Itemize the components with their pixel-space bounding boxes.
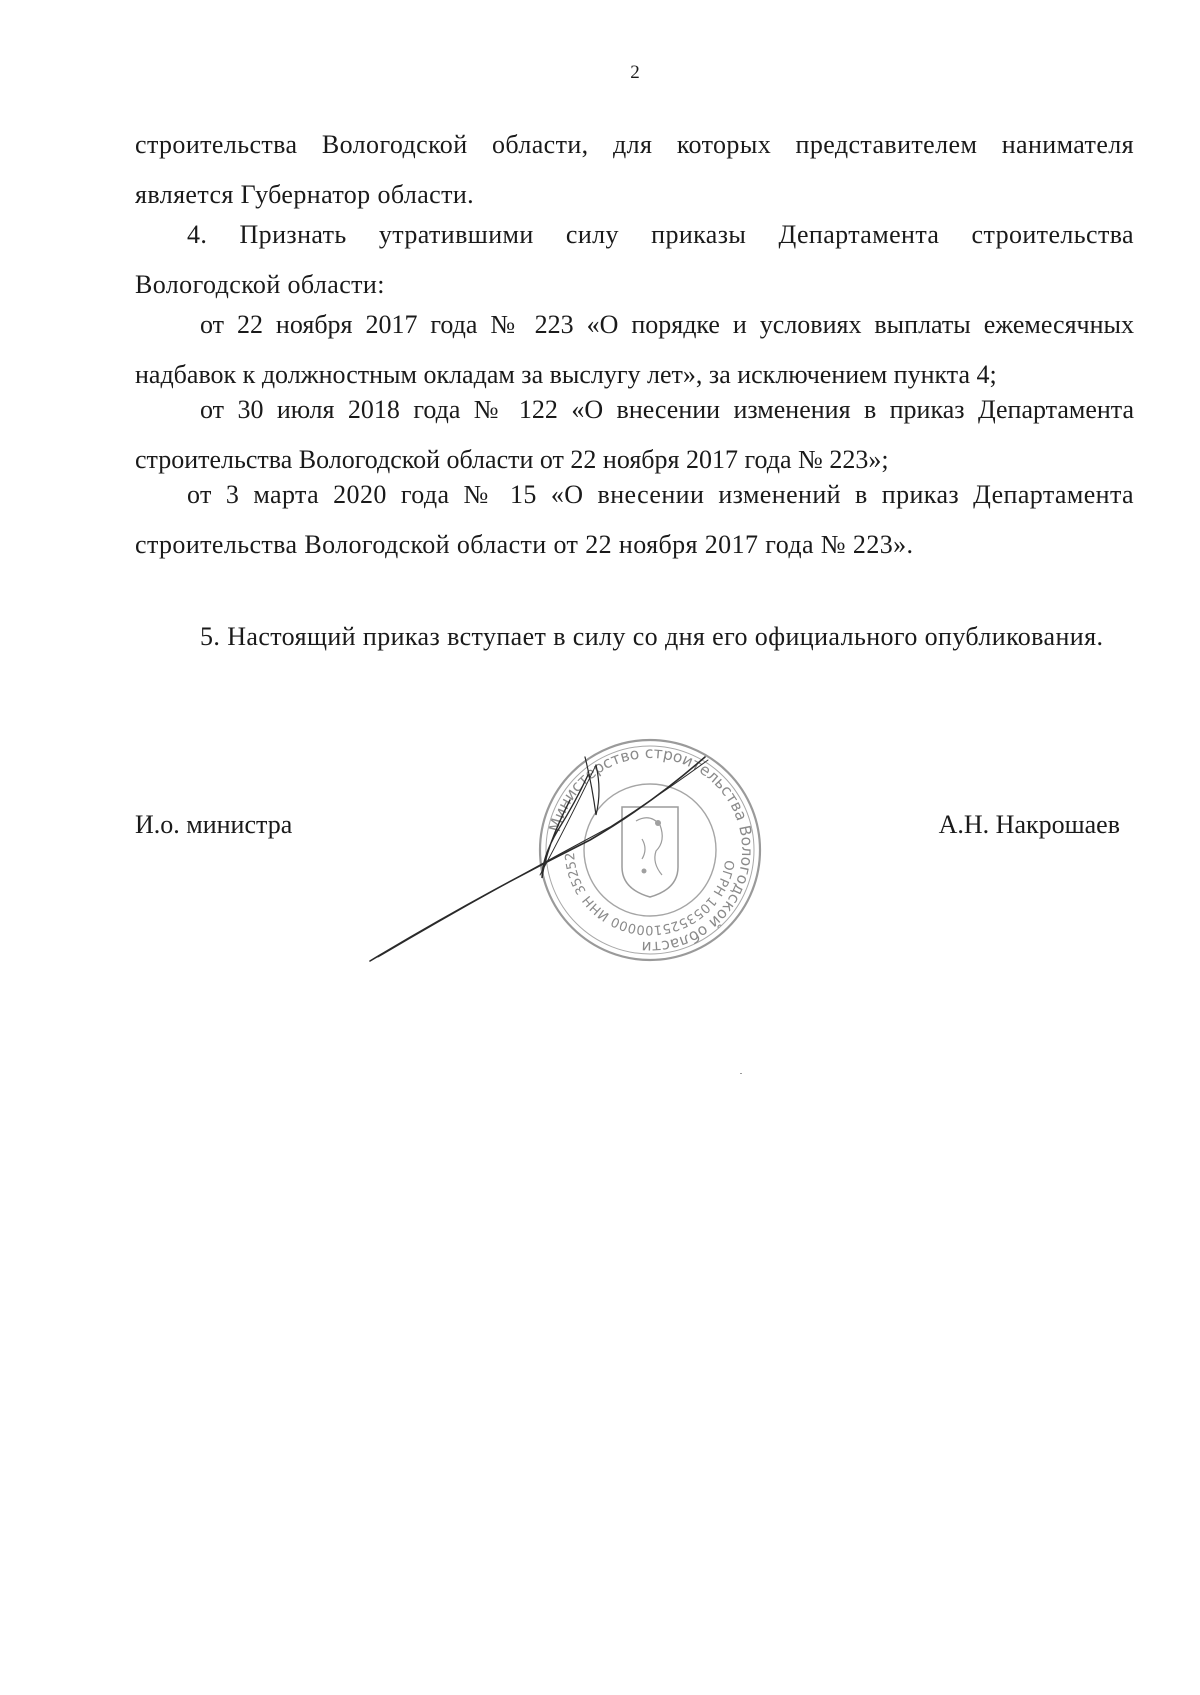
scan-artifact	[740, 1073, 742, 1074]
paragraph-item-5: 5. Настоящий приказ вступает в силу со дня его официального опубликования.	[200, 622, 1104, 651]
paragraph-order-2018: от 30 июля 2018 года № 122 «О внесении изменения в приказ Департамента строительства Вологодской области от 22 ноября 2017 года № 223»;	[135, 395, 1134, 474]
stamp-outer-text: Министерство строительства Вологодской области	[545, 743, 757, 957]
signatory-position: И.о. министра	[135, 810, 293, 839]
paragraph-order-2020: от 3 марта 2020 года № 15 «О внесении изменений в приказ Департамента строительства Вологодской области от 22 ноября 2017 года № 223».	[135, 480, 1134, 559]
signature-block	[0, 810, 1200, 860]
paragraph-continuation: строительства Вологодской области, для которых представителем нанимателя является Губернатор области.	[135, 130, 1134, 209]
paragraph-item-4: 4. Признать утратившими силу приказы Департамента строительства Вологодской области:	[135, 220, 1134, 299]
paragraph-order-2017: от 22 ноября 2017 года № 223 «О порядке и условиях выплаты ежемесячных надбавок к должностным окладам за выслугу лет», за исключением пункта 4;	[135, 310, 1134, 389]
page-number: 2	[630, 62, 640, 83]
stamp-inner-text: ОГРН 1053525100000 ИНН 35252	[562, 851, 737, 938]
signatory-name: А.Н. Накрошаев	[938, 810, 1120, 839]
